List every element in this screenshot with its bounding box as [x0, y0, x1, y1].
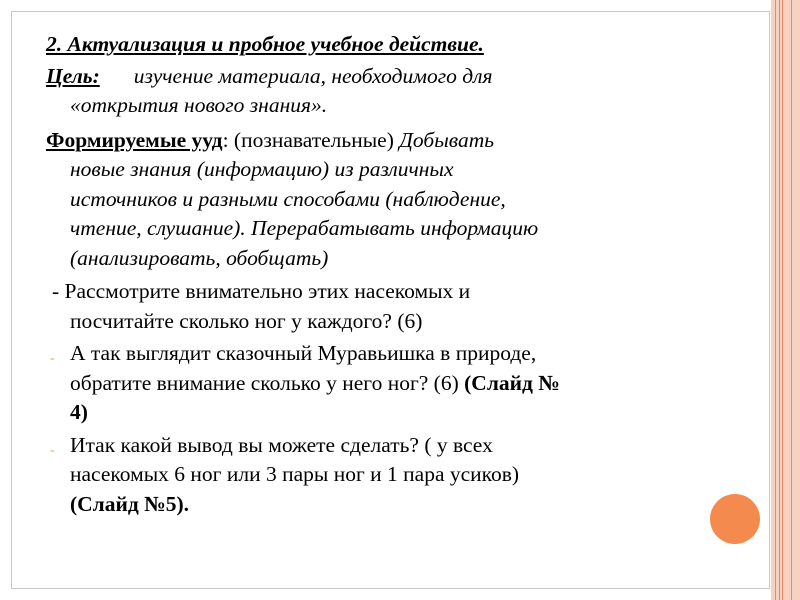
- goal-text-line-1: изучение материала, необходимого для: [133, 63, 493, 88]
- list-item-line-1: Итак какой вывод вы можете сделать? ( у всех: [70, 432, 493, 457]
- list-item-marker: -: [52, 279, 60, 303]
- list-item-line-1: Рассмотрите внимательно этих насекомых и: [64, 279, 471, 303]
- list-item-line-2: посчитайте сколько ног у каждого? (6): [70, 308, 423, 333]
- list-item-marker: -: [50, 350, 55, 365]
- list-item: [46, 277, 696, 336]
- uud-text-line-3: источников и разными способами (наблюдение,: [70, 186, 506, 211]
- uud-text-line-1: Добывать: [399, 127, 495, 152]
- decorative-side-strip: [771, 0, 800, 600]
- uud-block: [46, 126, 696, 274]
- slide-ref: (Слайд №5).: [70, 491, 190, 516]
- slide-content: [46, 30, 696, 519]
- uud-text-line-5: (анализировать, обобщать): [70, 245, 329, 270]
- goal-text-line-2: «открытия нового знания».: [70, 93, 328, 117]
- strip-line: [775, 0, 776, 600]
- slide-ref-number: 4): [70, 400, 88, 424]
- uud-type: (познавательные): [228, 127, 400, 152]
- list-item-marker: -: [50, 441, 55, 457]
- uud-colon: :: [222, 127, 229, 152]
- slide-ref: (Слайд №: [464, 370, 560, 395]
- list-item-line-1: А так выглядит сказочный Муравьишка в природе,: [70, 341, 537, 365]
- list-item-line-2: насекомых 6 ног или 3 пары ног и 1 пара усиков): [70, 462, 520, 486]
- list-item: [46, 339, 696, 428]
- list-item-line-2: обратите внимание сколько у него ног? (6): [70, 370, 465, 395]
- uud-label: Формируемые ууд: [46, 127, 223, 152]
- strip-line: [779, 0, 780, 600]
- uud-text-line-2: новые знания (информацию) из различных: [70, 157, 454, 181]
- goal-label: Цель:: [46, 63, 100, 88]
- goal-block: [46, 62, 696, 121]
- strip-line: [782, 0, 783, 600]
- strip-line: [791, 0, 792, 600]
- uud-text-line-4: чтение, слушание). Перерабатывать информацию: [70, 216, 539, 240]
- list-item: [46, 431, 696, 520]
- slide-heading: 2. Актуализация и пробное учебное действие.: [46, 32, 484, 56]
- decorative-circle: [710, 494, 760, 544]
